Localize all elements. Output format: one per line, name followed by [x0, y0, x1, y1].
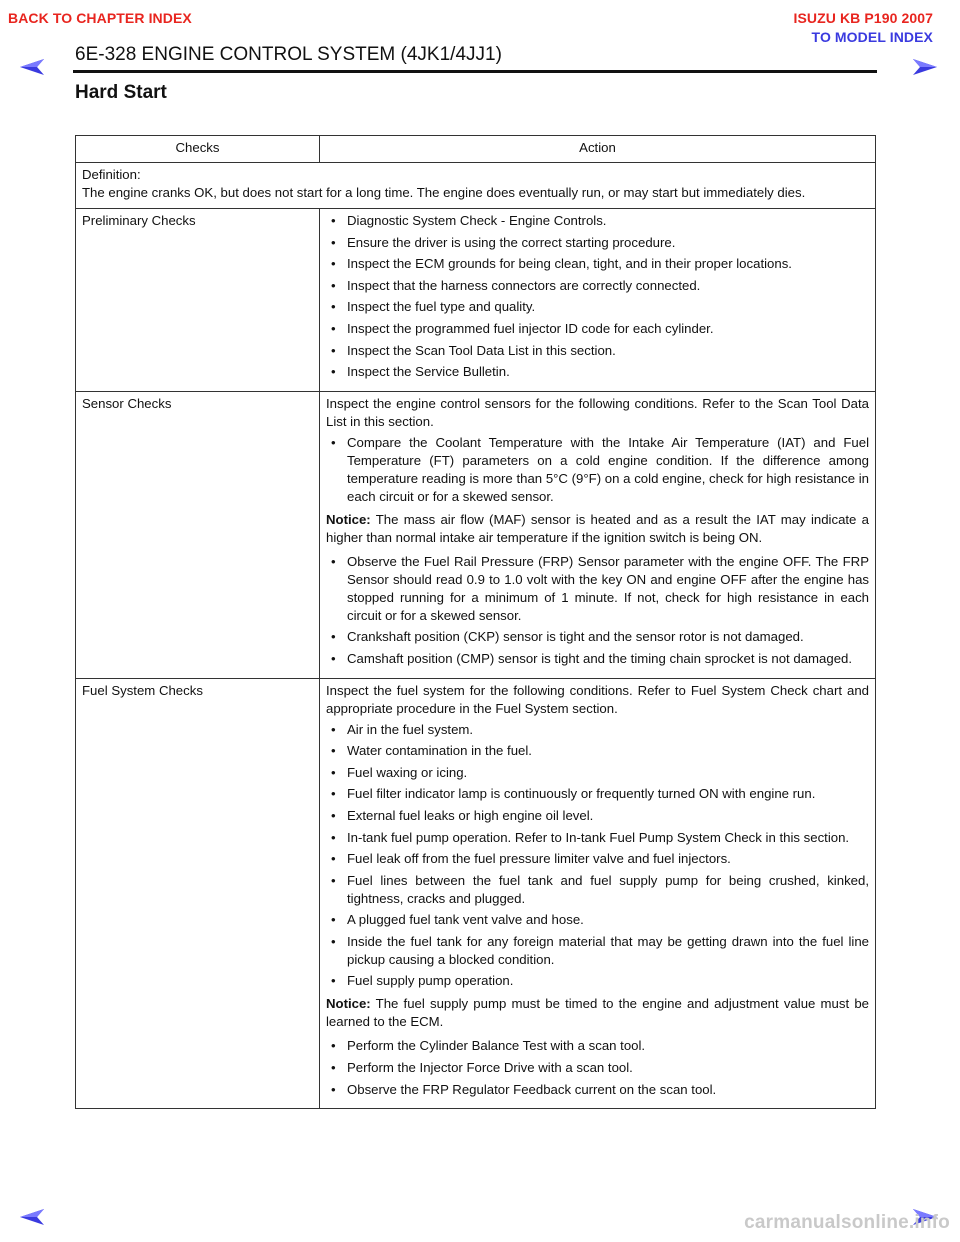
list-item: • Air in the fuel system. [331, 721, 474, 737]
bullet-icon: • [331, 1081, 336, 1097]
list-item: • Compare the Coolant Temperature with the Intake Air Temperature (IAT) and Fuel Temperature (FT) parameters on a cold engine condition. If the difference among temperature reading is more than 5°C (9°F) on a cold engine, check for high resistance in each circuit or for a skewed sensor. [331, 434, 869, 504]
bullet-icon: • [331, 234, 336, 250]
notice-text: The fuel supply pump must be timed to the engine and adjustment value must be learned to the ECM. [326, 996, 869, 1030]
bullet-list [326, 212, 869, 381]
list-item: • Crankshaft position (CKP) sensor is tight and the sensor rotor is not damaged. [331, 629, 804, 645]
table-row-preliminary-checks [76, 209, 876, 392]
notice-label: Notice: [326, 996, 371, 1012]
hard-start-table [75, 135, 876, 1109]
bullet-icon: • [331, 650, 336, 666]
bullet-icon: • [331, 872, 336, 888]
model-title-link[interactable]: ISUZU KB P190 2007 [793, 10, 933, 26]
list-item: • Inspect the programmed fuel injector ID code for each cylinder. [331, 320, 714, 336]
bullet-icon: • [331, 786, 336, 802]
next-page-arrow-icon[interactable] [912, 58, 938, 76]
list-item: • Perform the Cylinder Balance Test with a scan tool. [331, 1038, 646, 1054]
list-item: • Fuel waxing or icing. [331, 764, 468, 780]
action-cell [320, 209, 876, 392]
list-item: • Camshaft position (CMP) sensor is tight and the timing chain sprocket is not damaged. [331, 650, 853, 666]
list-item: • Water contamination in the fuel. [331, 743, 532, 759]
list-item: • Fuel supply pump operation. [331, 973, 514, 989]
bullet-icon: • [331, 764, 336, 780]
previous-page-arrow-icon[interactable] [19, 1208, 45, 1226]
watermark: carmanualsonline.info [744, 1212, 950, 1233]
bullet-icon: • [331, 629, 336, 645]
notice [326, 995, 869, 1031]
bullet-icon: • [331, 829, 336, 845]
bullet-icon: • [331, 743, 336, 759]
list-item: • Observe the Fuel Rail Pressure (FRP) Sensor parameter with the engine OFF. The FRP Sensor should read 0.9 to 1.0 volt with the key ON and engine OFF after the engine has stopped running for a minimum of 1 minute. If not, check for high resistance in each circuit or for a skewed sensor. [331, 553, 869, 623]
bullet-icon: • [331, 933, 336, 949]
bullet-icon: • [331, 851, 336, 867]
list-item: • Observe the FRP Regulator Feedback current on the scan tool. [331, 1081, 717, 1097]
bullet-list [326, 721, 869, 991]
bullet-icon: • [331, 1038, 336, 1054]
list-item: • Inspect that the harness connectors are correctly connected. [331, 277, 701, 293]
list-item: • Perform the Injector Force Drive with a scan tool. [331, 1060, 633, 1076]
back-to-chapter-index-link[interactable]: BACK TO CHAPTER INDEX [8, 10, 192, 26]
list-item: • A plugged fuel tank vent valve and hose. [331, 912, 584, 928]
bullet-icon: • [331, 721, 336, 737]
bullet-icon: • [331, 213, 336, 228]
column-header-action: Action [320, 136, 876, 163]
bullet-icon: • [331, 973, 336, 989]
list-item: • Inspect the ECM grounds for being clean, tight, and in their proper locations. [331, 256, 792, 272]
bullet-icon: • [331, 1060, 336, 1076]
bullet-icon: • [331, 299, 336, 315]
action-intro: Inspect the fuel system for the following conditions. Refer to Fuel System Check chart and appropriate procedure in the Fuel System section. [326, 682, 869, 716]
list-item: • Ensure the driver is using the correct starting procedure. [331, 234, 676, 250]
header-rule [73, 70, 877, 73]
previous-page-arrow-icon[interactable] [19, 58, 45, 76]
notice-text: The mass air flow (MAF) sensor is heated and as a result the IAT may indicate a higher than normal intake air temperature if the ignition switch is being ON. [326, 511, 869, 545]
action-intro: Inspect the engine control sensors for the following conditions. Refer to the Scan Tool Data List in this section. [326, 395, 869, 429]
list-item: • Fuel lines between the fuel tank and fuel supply pump for being crushed, kinked, tightness, cracks and plugged. [331, 872, 869, 906]
bullet-list [326, 1037, 869, 1098]
bullet-icon: • [331, 277, 336, 293]
list-item: • Inspect the Scan Tool Data List in this section. [331, 342, 616, 358]
bullet-icon: • [331, 807, 336, 823]
notice-label: Notice: [326, 511, 371, 527]
bullet-icon: • [331, 553, 336, 569]
section-title: Hard Start [75, 82, 167, 103]
list-item: • Inside the fuel tank for any foreign material that may be getting drawn into the fuel line pickup causing a blocked condition. [331, 933, 869, 967]
list-item: • Inspect the fuel type and quality. [331, 299, 536, 315]
check-name: Preliminary Checks [76, 209, 320, 392]
check-name: Sensor Checks [76, 391, 320, 678]
column-header-checks: Checks [76, 136, 320, 163]
to-model-index-link[interactable]: TO MODEL INDEX [811, 29, 933, 45]
page-header-title: 6E-328 ENGINE CONTROL SYSTEM (4JK1/4JJ1) [75, 44, 502, 65]
list-item: • In-tank fuel pump operation. Refer to In-tank Fuel Pump System Check in this section. [331, 829, 850, 845]
list-item: • Inspect the Service Bulletin. [331, 364, 510, 380]
table-header-row [76, 136, 876, 163]
table-row-sensor-checks [76, 391, 876, 678]
bullet-list [326, 434, 869, 506]
bullet-list [326, 553, 869, 668]
definition-row [76, 163, 876, 209]
notice [326, 511, 869, 547]
list-item: • External fuel leaks or high engine oil level. [331, 807, 594, 823]
bullet-icon: • [331, 364, 336, 380]
list-item: • Fuel filter indicator lamp is continuously or frequently turned ON with engine run. [331, 786, 816, 802]
definition-label: Definition: [82, 167, 141, 182]
bullet-icon: • [331, 434, 336, 450]
list-item: • Diagnostic System Check - Engine Controls. [331, 213, 607, 228]
action-cell [320, 391, 876, 678]
bullet-icon: • [331, 320, 336, 336]
action-cell [320, 678, 876, 1109]
bullet-icon: • [331, 256, 336, 272]
definition-text: The engine cranks OK, but does not start for a long time. The engine does eventually run, or may start but immediately dies. [82, 185, 806, 200]
definition-cell [76, 163, 876, 209]
table-row-fuel-system-checks [76, 678, 876, 1109]
bullet-icon: • [331, 912, 336, 928]
list-item: • Fuel leak off from the fuel pressure limiter valve and fuel injectors. [331, 851, 731, 867]
bullet-icon: • [331, 342, 336, 358]
check-name: Fuel System Checks [76, 678, 320, 1109]
